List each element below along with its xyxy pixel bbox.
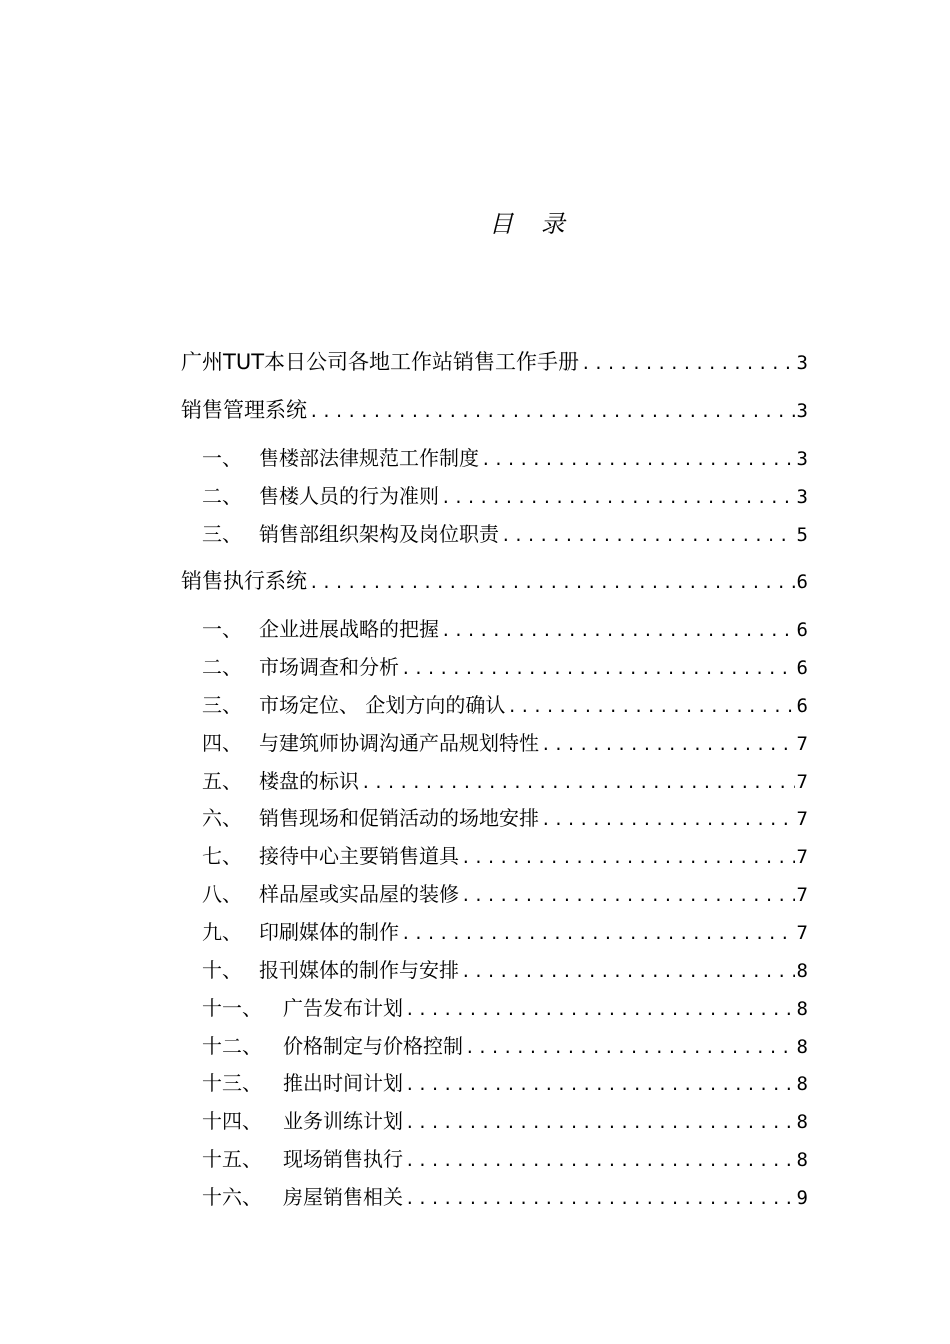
toc-entry[interactable] [202,803,808,833]
toc-entry-number: 十、 [202,958,242,982]
dot-leader [401,654,795,682]
dot-leader [541,805,795,833]
toc-entry-label: 现场销售执行 [283,1147,403,1171]
toc-entry-label: 广告发布计划 [283,996,403,1020]
toc-entry-number: 九、 [202,920,242,944]
toc-entry[interactable] [202,841,808,871]
toc-entry-label: 与建筑师协调沟通产品规划特性 [259,731,539,755]
toc-entry[interactable] [202,879,808,909]
toc-entry-page: 6 [796,571,808,593]
toc-entry[interactable] [202,1182,808,1212]
toc-entry-page: 7 [796,846,808,868]
toc-entry-number: 十四、 [202,1109,262,1133]
toc-entry[interactable] [202,1031,808,1061]
toc-entry-number: 十六、 [202,1185,262,1209]
dot-leader [541,730,795,758]
toc-entry-page: 7 [796,771,808,793]
toc-entry-number: 五、 [202,769,242,793]
toc-entry-label: 销售管理系统 [181,398,307,422]
toc-entry[interactable] [202,443,808,473]
toc-entry[interactable] [202,519,808,549]
toc-entry-page: 7 [796,733,808,755]
toc-entry-page: 6 [796,619,808,641]
dot-leader [405,1184,795,1212]
toc-entry-number: 十一、 [202,996,262,1020]
toc-entry[interactable] [181,566,808,596]
toc-entry-label: 报刊媒体的制作与安排 [259,958,459,982]
toc-entry-page: 7 [796,884,808,906]
toc-entry-number: 一、 [202,617,242,641]
toc-entry-page: 3 [796,352,808,374]
toc-entry-page: 5 [796,524,808,546]
toc-entry-label: 印刷媒体的制作 [259,920,399,944]
dot-leader [465,1033,795,1061]
toc-entry[interactable] [202,1106,808,1136]
toc-entry-label: 销售部组织架构及岗位职责 [259,522,499,546]
dot-leader [401,919,795,947]
dot-leader [481,445,795,473]
toc-entry-page: 8 [796,1073,808,1095]
toc-entry-page: 9 [796,1187,808,1209]
toc-entry-number: 十二、 [202,1034,262,1058]
dot-leader [309,568,795,596]
dot-leader [507,692,794,720]
toc-entry-page: 6 [796,695,808,717]
toc-entry-number: 三、 [202,522,242,546]
toc-entry-number: 八、 [202,882,242,906]
toc-entry-page: 8 [796,1111,808,1133]
dot-leader [309,397,795,425]
toc-entry-label: 样品屋或实品屋的装修 [259,882,459,906]
toc-entry-page: 3 [796,400,808,422]
toc-entry[interactable] [202,955,808,985]
toc-entry[interactable] [202,728,808,758]
toc-entry-page: 8 [796,1149,808,1171]
toc-entry[interactable] [202,614,808,644]
toc-entry[interactable] [202,652,808,682]
dot-leader [441,483,795,511]
toc-entry-page: 7 [796,922,808,944]
toc-entry[interactable] [202,993,808,1023]
toc-entry-label: 业务训练计划 [283,1109,403,1133]
toc-entry-number: 七、 [202,844,242,868]
toc-entry-label: 售楼人员的行为准则 [259,484,439,508]
dot-leader [361,768,795,796]
toc-entry-page: 8 [796,998,808,1020]
toc-entry-label: 市场定位、 企划方向的确认 [259,693,506,717]
dot-leader [405,1108,795,1136]
toc-entry-page: 8 [796,1036,808,1058]
dot-leader [405,995,795,1023]
toc-entry[interactable] [202,690,808,720]
dot-leader [501,521,795,549]
toc-entry-number: 二、 [202,484,242,508]
toc-entry-page: 7 [796,808,808,830]
toc-entry[interactable] [181,395,808,425]
dot-leader [461,843,795,871]
dot-leader [441,616,795,644]
toc-entry-page: 3 [796,448,808,470]
toc-entry-number: 六、 [202,806,242,830]
dot-leader [461,957,795,985]
toc-entry-number: 四、 [202,731,242,755]
toc-entry-label: 销售现场和促销活动的场地安排 [259,806,539,830]
toc-title: 目 录 [489,210,575,238]
toc-entry-label: 推出时间计划 [283,1071,403,1095]
toc-entry-label: 销售执行系统 [181,569,307,593]
toc-entry-number: 十三、 [202,1071,262,1095]
toc-entry-label: 楼盘的标识 [259,769,359,793]
toc-entry[interactable] [202,1144,808,1174]
toc-entry-number: 一、 [202,446,242,470]
toc-entry[interactable] [202,481,808,511]
toc-entry[interactable] [202,766,808,796]
toc-entry-label: 接待中心主要销售道具 [259,844,459,868]
toc-entry-label: 企业进展战略的把握 [259,617,439,641]
toc-entry[interactable] [202,917,808,947]
dot-leader [405,1070,795,1098]
dot-leader [581,349,795,377]
toc-entry-label: 广州TUT本日公司各地工作站销售工作手册 [181,350,580,374]
toc-entry-page: 3 [796,486,808,508]
dot-leader [461,881,795,909]
toc-entry-number: 三、 [202,693,242,717]
toc-entry-label: 房屋销售相关 [283,1185,403,1209]
toc-entry-label: 市场调查和分析 [259,655,399,679]
dot-leader [405,1146,795,1174]
toc-entry-page: 8 [796,960,808,982]
toc-entry-label: 价格制定与价格控制 [283,1034,463,1058]
toc-entry-label: 售楼部法律规范工作制度 [259,446,479,470]
toc-entry-number: 二、 [202,655,242,679]
toc-entry-number: 十五、 [202,1147,262,1171]
toc-entry[interactable] [202,1068,808,1098]
toc-entry-page: 6 [796,657,808,679]
toc-entry[interactable] [181,347,808,377]
